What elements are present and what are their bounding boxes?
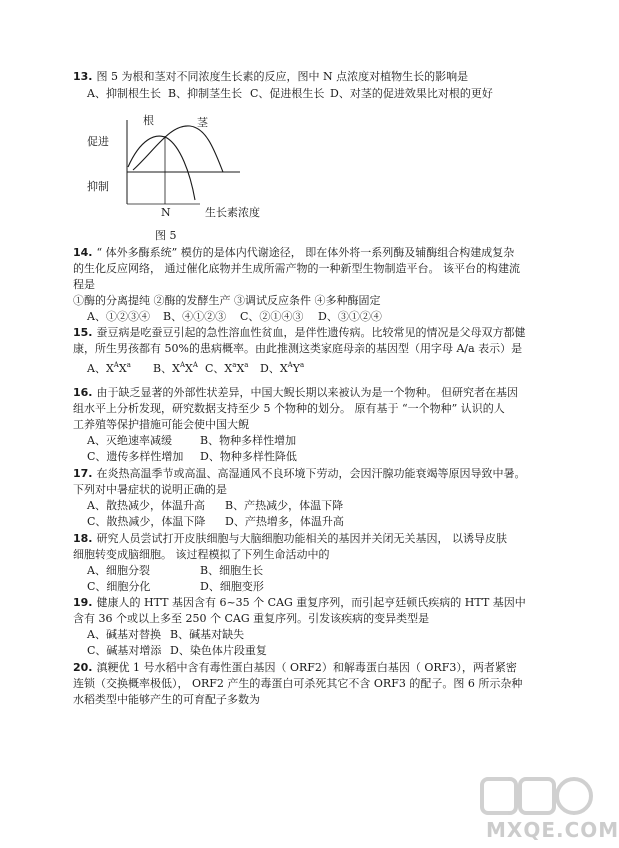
label-n: N: [161, 206, 171, 219]
q13-option-c: C、促进根生长: [250, 87, 325, 100]
q19-option-c: C、碱基对增添: [87, 644, 162, 657]
q18-line-2: 细胞转变成脑细胞。 该过程模拟了下列生命活动中的: [73, 548, 330, 561]
label-stem: 茎: [197, 116, 208, 129]
watermark-text: MXQE.COM: [486, 818, 619, 842]
q15-c-sup1: a: [232, 361, 237, 369]
q16-line-2: 组水平上分析发现，研究数据支持至少 5 个物种的划分。 原有基于 “一个物种” 认识的人: [73, 402, 505, 415]
q14-option-b: B、④①②③: [163, 310, 227, 323]
x-axis-label: 生长素浓度: [205, 206, 260, 219]
q18-option-a: A、细胞分裂: [87, 564, 150, 577]
q15-d-base1: X: [279, 362, 288, 375]
label-promote: 促进: [87, 135, 109, 148]
q17-option-b: B、产热减少，体温下降: [225, 499, 344, 512]
q17-number: 17.: [73, 467, 93, 480]
q18-line-1-text: 研究人员尝试打开皮肤细胞与大脑细胞功能相关的基因并关闭无关基因， 以诱导皮肤: [96, 532, 507, 545]
q15-option-d: [260, 362, 304, 376]
label-inhibit: 抑制: [87, 180, 109, 193]
q13-option-a: A、抑制根生长: [87, 87, 161, 100]
q15-d-sup2: a: [300, 361, 305, 369]
q15-c-sup2: a: [244, 361, 249, 369]
q15-b-sup2: A: [192, 361, 198, 369]
q15-option-a: [87, 362, 131, 376]
q15-a-letter: A、: [87, 362, 106, 375]
q15-option-b: [153, 362, 198, 376]
q15-c-base1: X: [224, 362, 233, 375]
q14-line-1-text: “ 体外多酶系统” 模仿的是体内代谢途径， 即在体外将一系列酶及辅酶组合构建成复杂: [96, 246, 515, 259]
q15-c-base2: X: [236, 362, 245, 375]
q19-option-b: B、碱基对缺失: [170, 628, 245, 641]
q17-line-2: 下列对中暑症状的说明正确的是: [73, 483, 227, 496]
q14-option-c: C、②①④③: [240, 310, 304, 323]
q18-number: 18.: [73, 532, 93, 545]
q15-d-base2: Y: [292, 362, 300, 375]
q17-option-d: D、产热增多，体温升高: [225, 515, 344, 528]
q18-option-c: C、细胞分化: [87, 580, 151, 593]
q15-b-base1: X: [172, 362, 180, 375]
q15-d-letter: D、: [260, 362, 280, 375]
q15-a-sup2: a: [126, 361, 131, 369]
q14-line-3: 程是: [73, 278, 95, 291]
label-root: 根: [143, 114, 154, 127]
q15-number: 15.: [73, 326, 93, 339]
q15-a-base2: X: [118, 362, 127, 375]
q20-number: 20.: [73, 661, 93, 674]
q17-line-1-text: 在炎热高温季节或高温、高湿通风不良环境下劳动，会因汗腺功能衰竭等原因导致中暑。: [96, 467, 526, 480]
q16-line-1: [73, 386, 540, 400]
q15-line-1: [73, 326, 540, 340]
q15-d-sup1: A: [287, 361, 293, 369]
q16-line-1-text: 由于缺乏显著的外部性状差异，中国大鲵长期以来被认为是一个物种。 但研究者在基因: [96, 386, 518, 399]
q16-option-b: B、物种多样性增加: [200, 434, 297, 447]
q18-option-b: B、细胞生长: [200, 564, 264, 577]
q19-number: 19.: [73, 596, 93, 609]
q16-option-c: C、遗传多样性增加: [87, 450, 184, 463]
q20-line-3: 水稻类型中能够产生的可育配子多数为: [73, 693, 260, 706]
q14-steps: ①酶的分离提纯 ②酶的发酵生产 ③调试反应条件 ④多种酶固定: [73, 294, 381, 307]
q13-option-d: D、对茎的促进效果比对根的更好: [330, 87, 493, 100]
q13-option-b: B、抑制茎生长: [168, 87, 243, 100]
q20-line-1: [73, 661, 540, 675]
q19-line-2: 含有 36 个或以上多至 250 个 CAG 重复序列。引发该疾病的变异类型是: [73, 612, 430, 625]
q18-line-1: [73, 532, 540, 546]
q16-line-3: 工养殖等保护措施可能会使中国大鲵: [73, 418, 249, 431]
q14-number: 14.: [73, 246, 93, 259]
q16-option-a: A、灭绝速率减缓: [87, 434, 172, 447]
q14-line-1: [73, 246, 540, 260]
q16-option-d: D、物种多样性降低: [200, 450, 297, 463]
auxin-response-graph: [85, 112, 285, 227]
q15-a-sup1: A: [113, 361, 119, 369]
q20-line-1-text: 滇粳优 1 号水稻中含有毒性蛋白基因（ ORF2）和解毒蛋白基因（ ORF3），两者紧密: [96, 661, 517, 674]
q19-option-d: D、染色体片段重复: [170, 644, 267, 657]
root-curve: [128, 136, 195, 200]
q13-stem: [73, 70, 540, 84]
q14-line-2: 的生化反应网络， 通过催化底物并生成所需产物的一种新型生物制造平台。 该平台的构建流: [73, 262, 520, 275]
q15-b-base2: X: [185, 362, 193, 375]
q15-line-1-text: 蚕豆病是吃蚕豆引起的急性溶血性贫血，是伴性遗传病。比较常见的情况是父母双方都健: [96, 326, 526, 339]
q16-number: 16.: [73, 386, 93, 399]
q19-line-1: [73, 596, 540, 610]
q13-number: 13.: [73, 70, 93, 83]
q15-option-c: [205, 362, 248, 376]
q15-line-2: 康，所生男孩都有 50%的患病概率。由此推测这类家庭母亲的基因型（用字母 A/a 表示）是: [73, 342, 523, 355]
q17-option-a: A、散热减少，体温升高: [87, 499, 205, 512]
figure-caption: 图 5: [155, 229, 177, 242]
q20-line-2: 连锁（交换概率极低）， ORF2 产生的毒蛋白可杀死其它不含 ORF3 的配子。图 6 所示杂种: [73, 677, 523, 690]
q15-b-sup1: A: [179, 361, 185, 369]
q17-line-1: [73, 467, 540, 481]
q18-option-d: D、细胞变形: [200, 580, 264, 593]
q17-option-c: C、散热减少，体温下降: [87, 515, 206, 528]
q14-option-a: A、①②③④: [87, 310, 150, 323]
q15-a-base1: X: [105, 362, 114, 375]
q19-line-1-text: 健康人的 HTT 基因含有 6~35 个 CAG 重复序列，而引起亨廷顿氏疾病的 HTT 基因中: [96, 596, 526, 609]
q14-option-d: D、③①②④: [318, 310, 382, 323]
q13-stem-text: 图 5 为根和茎对不同浓度生长素的反应，图中 N 点浓度对植物生长的影响是: [96, 70, 469, 83]
q15-c-letter: C、: [205, 362, 225, 375]
q15-b-letter: B、: [153, 362, 173, 375]
q19-option-a: A、碱基对替换: [87, 628, 161, 641]
